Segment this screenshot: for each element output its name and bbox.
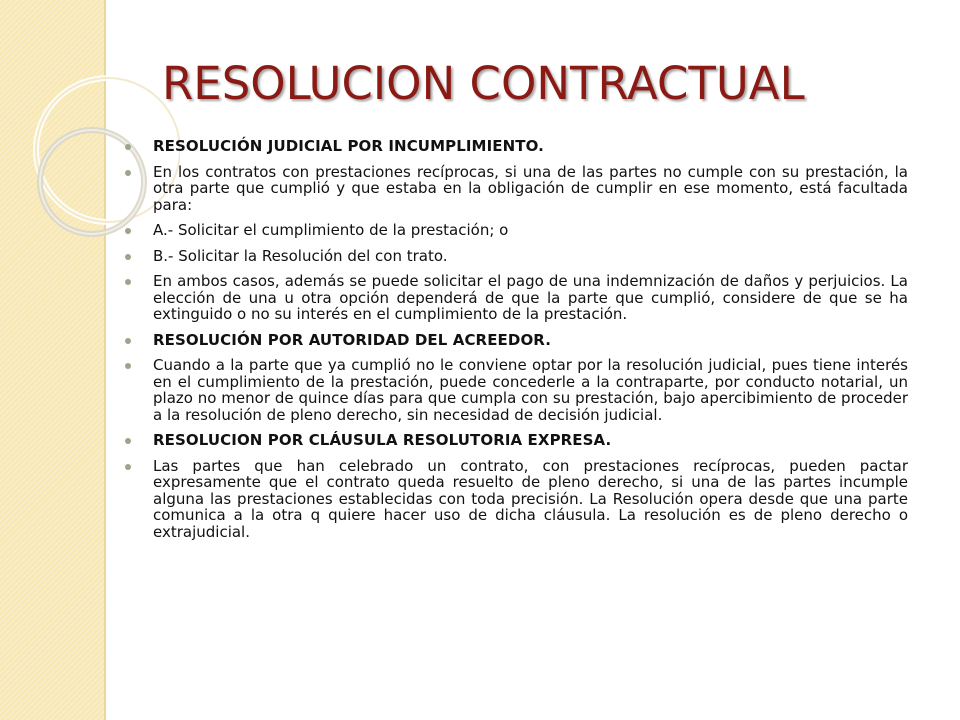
- list-item: [125, 458, 908, 541]
- list-item-text: En ambos casos, además se puede solicitar el pago de una indemnización de daños y perjuicios. La elección de una u otra opción dependerá de que la parte que cumplió, considere de que se ha extinguido o no su interés en el cumplimiento de la prestación.: [153, 272, 908, 323]
- list-item-text: RESOLUCIÓN POR AUTORIDAD DEL ACREEDOR.: [153, 330, 552, 349]
- list-item: [125, 222, 908, 239]
- bullet-icon: [125, 254, 131, 260]
- bullet-icon: [125, 279, 131, 285]
- bullet-icon: [125, 170, 131, 176]
- bullet-list: [125, 138, 908, 549]
- list-item-heading-acreedor: [125, 332, 908, 349]
- list-item: [125, 164, 908, 214]
- list-item-heading-clausula: [125, 432, 908, 449]
- slide-title: RESOLUCION CONTRACTUAL: [162, 57, 805, 110]
- list-item-text: A.- Solicitar el cumplimiento de la prestación; o: [153, 221, 509, 239]
- list-item: [125, 248, 908, 265]
- bullet-icon: [125, 363, 131, 369]
- bullet-icon: [125, 228, 131, 234]
- list-item-text: En los contratos con prestaciones recíprocas, si una de las partes no cumple con su prestación, la otra parte que cumplió y que estaba en la obligación de cumplir en ese momento, está facultada para:: [153, 162, 908, 214]
- list-item-text: RESOLUCIÓN JUDICIAL POR INCUMPLIMIENTO.: [153, 137, 544, 155]
- list-item-text: B.- Solicitar la Resolución del con trato.: [153, 246, 448, 265]
- list-item: [125, 273, 908, 323]
- list-item-text: Las partes que han celebrado un contrato, con prestaciones recíprocas, pueden pactar expresamente que el contrato queda resuelto de pleno derecho, si una de las partes incumple alguna las prestaciones establecidas con toda precisión. La Resolución opera desde que una parte comunica a la otra q quiere hacer uso de dicha cláusula. La resolución es de pleno derecho o extrajudicial.: [153, 456, 908, 541]
- list-item: [125, 357, 908, 423]
- bullet-icon: [125, 438, 131, 444]
- bullet-icon: [125, 338, 131, 344]
- bullet-icon: [125, 464, 131, 470]
- list-item-text: Cuando a la parte que ya cumplió no le conviene optar por la resolución judicial, pues tiene interés en el cumplimiento de la prestación, puede concederle a la contraparte, por conducto notarial, un plazo no menor de quince días para que cumpla con su prestación, bajo apercibimiento de proceder a la resolución de pleno derecho, sin necesidad de decisión judicial.: [153, 356, 908, 424]
- bullet-icon: [125, 144, 131, 150]
- list-item-heading-judicial: [125, 138, 908, 155]
- list-item-text: RESOLUCION POR CLÁUSULA RESOLUTORIA EXPRESA.: [153, 431, 612, 449]
